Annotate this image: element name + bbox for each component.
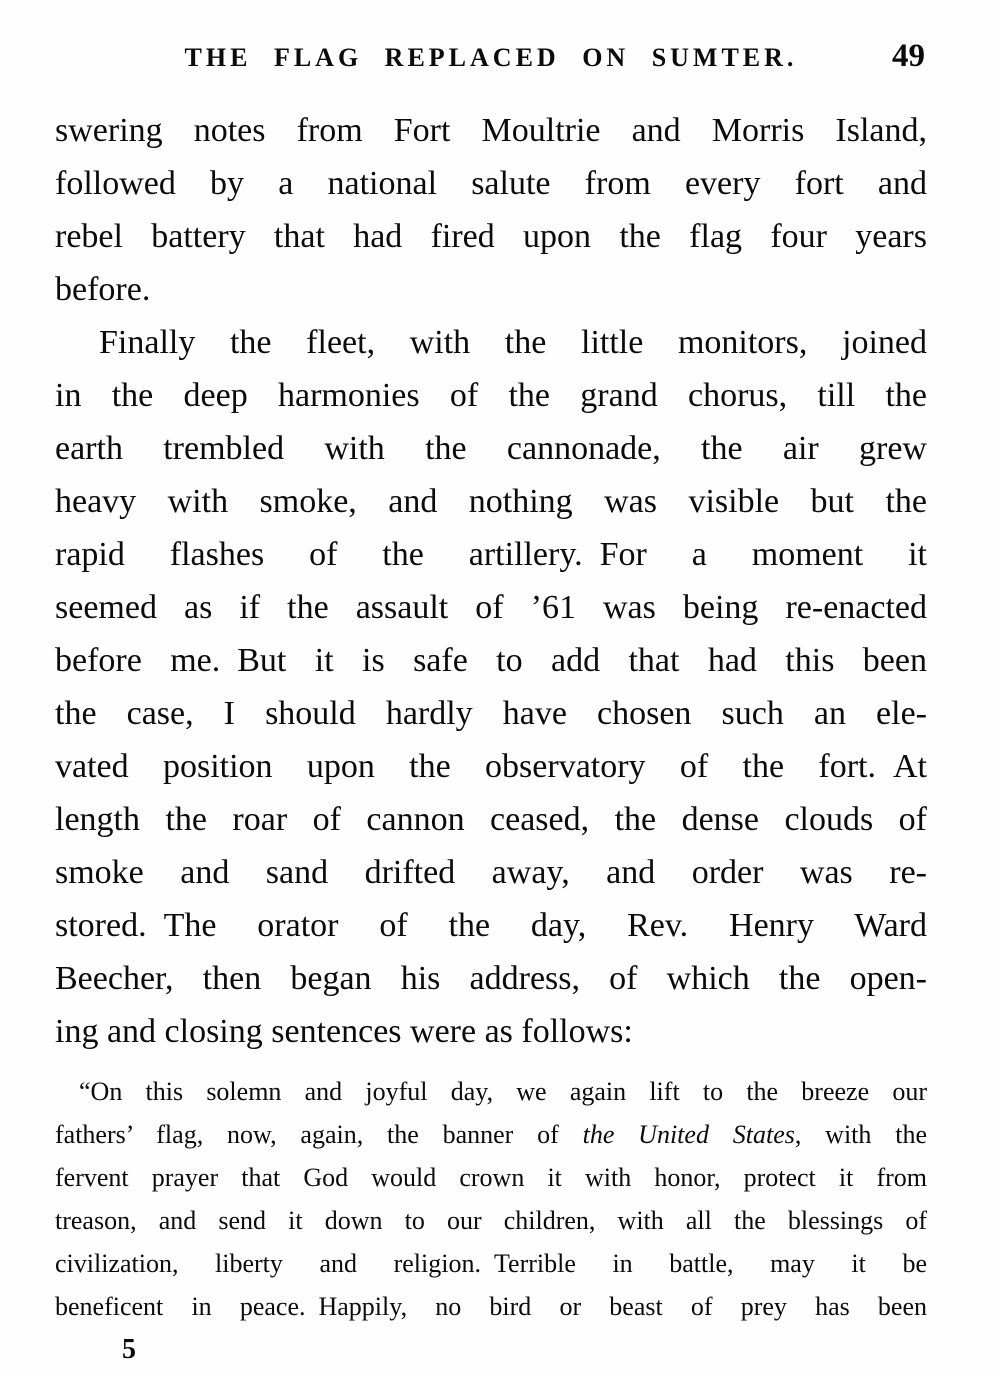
text-line: in the deep harmonies of the grand chorus, till the (55, 377, 927, 414)
text-line: rebel battery that had fired upon the flag four years (55, 218, 927, 255)
paragraph-finally-the-fleet (55, 316, 927, 1058)
text-line: the case, I should hardly have chosen such an ele- (55, 695, 927, 732)
text-line: stored. The orator of the day, Rev. Henry Ward (55, 907, 927, 944)
text-line: “On this solemn and joyful day, we again lift to the breeze our (79, 1077, 927, 1106)
text-line: smoke and sand drifted away, and order was re- (55, 854, 927, 891)
text-block (55, 104, 927, 1328)
text-line: fathers’ flag, now, again, the banner of the United States, with the (55, 1120, 927, 1149)
text-line: civilization, liberty and religion. Terrible in battle, may it be (55, 1249, 927, 1278)
text-line: vated position upon the observatory of the fort. At (55, 748, 927, 785)
italic-phrase: the United States (582, 1120, 795, 1149)
text-line: earth trembled with the cannonade, the air grew (55, 430, 927, 467)
text-line: before me. But it is safe to add that had this been (55, 642, 927, 679)
text-line: seemed as if the assault of ’61 was being re-enacted (55, 589, 927, 626)
paragraph-continuation (55, 104, 927, 316)
text-line: length the roar of cannon ceased, the dense clouds of (55, 801, 927, 838)
paragraph-beecher-quotation (55, 1070, 927, 1328)
page-number: 49 (892, 38, 925, 74)
signature-mark: 5 (122, 1334, 136, 1365)
text-line: swering notes from Fort Moultrie and Morris Island, (55, 112, 927, 149)
page-header (55, 38, 927, 78)
text-line: treason, and send it down to our children, with all the blessings of (55, 1206, 927, 1235)
running-title: THE FLAG REPLACED ON SUMTER. (184, 43, 798, 72)
text-line: before. (55, 271, 151, 308)
text-line: followed by a national salute from every fort and (55, 165, 927, 202)
text-line: beneficent in peace. Happily, no bird or beast of prey has been (55, 1292, 927, 1321)
text-line: Finally the fleet, with the little monitors, joined (99, 324, 927, 361)
text-line: Beecher, then began his address, of which the open- (55, 960, 927, 997)
text-line: heavy with smoke, and nothing was visible but the (55, 483, 927, 520)
text-line: fervent prayer that God would crown it with honor, protect it from (55, 1163, 927, 1192)
text-line: ing and closing sentences were as follows: (55, 1013, 633, 1050)
text-line: rapid flashes of the artillery. For a moment it (55, 536, 927, 573)
